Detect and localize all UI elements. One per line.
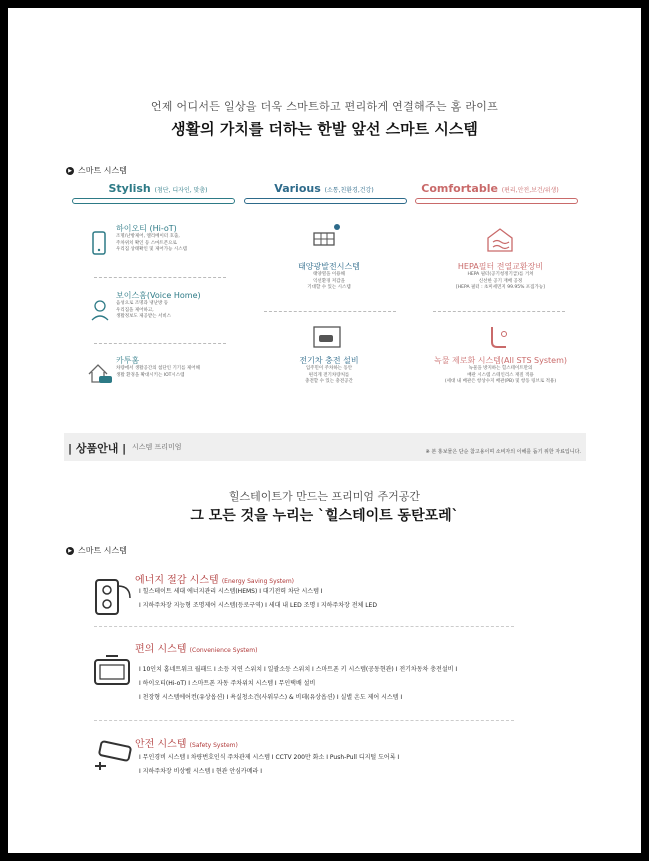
- stylish-divider-2: [94, 343, 226, 344]
- stylish-item-cartohome-title: 카투홈: [116, 356, 140, 365]
- system-safety-title: [135, 735, 238, 750]
- system-convenience-line: I 천장형 시스템에어컨(유상옵션) I 욕실청소건(사워부스) & 비데(유상옵션) I 실별 온도 제어 시스템 I: [139, 694, 403, 701]
- stylish-item-hiot: [116, 223, 236, 254]
- column-comfortable-title: Comfortable: [421, 182, 498, 195]
- stylish-divider-1: [94, 277, 226, 278]
- various-item-ev-title: 전기차 충전 설비: [299, 356, 359, 365]
- system-convenience-line: I 10인치 홈네트워크 월패드 I 소등 지연 스위치 I 일괄소등 스위치 I 스마트폰 키 시스템(공동현관) I 전기차동차 충전설비 I: [139, 666, 458, 673]
- system-safety-title-en: (Safety System): [189, 742, 238, 749]
- system-safety-line: I 지하주차장 비상벨 시스템 I 현관 안심카메라 I: [139, 768, 262, 775]
- column-stylish-title: Stylish: [108, 182, 151, 195]
- column-various-sub: (소통,친환경,건강): [324, 187, 374, 194]
- system-energy-title-en: (Energy Saving System): [221, 578, 295, 585]
- stylish-item-voicehome-title: 보이스홈(Voice Home): [116, 291, 201, 300]
- smartphone-icon: [88, 230, 110, 258]
- play-bullet-icon: ▶: [66, 167, 74, 175]
- system-convenience-title-text: 편의 시스템: [135, 644, 187, 655]
- car-home-icon: [86, 360, 114, 386]
- comfortable-item-sts-desc: 녹물을 방지하는 힐스테이트만의 배관 시스템 스테인리스 재질 적용 (세대 내 배관은 항상수지 배관(PB) 및 항동 링브로 적용): [444, 366, 557, 384]
- product-note: ※ 본 홍보물은 단순 참고용이며 소비자의 이해를 돕기 위한 자료입니다.: [425, 449, 581, 455]
- system-convenience-title: [135, 640, 258, 655]
- water-pipe-icon: [486, 324, 512, 350]
- system-energy-title-text: 에너지 절감 시스템: [135, 575, 219, 586]
- brochure-page: [8, 8, 641, 853]
- stylish-item-hiot-desc: 조명/난방제어, 엘리베이터 호출, 주차위치 확인 등 스마트폰으로 우리집 상태확인 및 제어가능 시스템: [116, 234, 187, 252]
- stylish-item-cartohome: [116, 355, 236, 379]
- various-item-solar-desc: 태양열을 이용해 익선환경 저감을 기대할 수 있는 시스템: [307, 272, 351, 290]
- wallpad-monitor-icon: [92, 654, 134, 690]
- ev-charger-icon: [312, 324, 342, 350]
- system-safety-title-text: 안전 시스템: [135, 739, 187, 750]
- smart-section-text: 스마트 시스템: [78, 166, 127, 175]
- various-divider: [264, 311, 396, 312]
- system-energy-line: I 힐스테이트 세대 에너지관리 시스템(HEMS) I 대기전력 차단 시스템 I: [139, 588, 323, 595]
- premium-headline: 그 모든 것을 누리는 `힐스테이트 동탄포레`: [190, 508, 459, 524]
- smart-section-label: [66, 165, 127, 176]
- system-safety-lines: [139, 751, 399, 779]
- comfortable-item-hepa: [428, 261, 573, 292]
- comfortable-item-hepa-desc: HEPA 필터(공기청정기급)를 거쳐 신선한 공기 재배 공정 [HEPA 필터 : 초미세먼지 99.95% 포집가능]: [456, 272, 545, 290]
- comfortable-item-sts: [418, 355, 583, 386]
- various-item-solar-title: 태양광발전시스템: [298, 262, 360, 271]
- system-energy-title: [135, 571, 294, 586]
- various-item-ev: [264, 355, 394, 386]
- voice-icon: [88, 296, 112, 324]
- comfortable-item-hepa-title: HEPA필터 전열교환장비: [457, 262, 544, 271]
- column-stylish-bar: [72, 198, 235, 204]
- column-various: [244, 182, 404, 195]
- stylish-item-cartohome-desc: 차량에서 생활공간의 첨단인 기기를 제어해 생활 환경을 확대시키는 IOT시스템: [116, 366, 200, 378]
- column-stylish: [78, 182, 238, 195]
- system-divider-2: [94, 720, 514, 721]
- comfortable-item-sts-title: 녹물 제로화 시스템(All STS System): [433, 356, 568, 365]
- various-item-ev-desc: 입주민이 주차하는 동안 편리게 전기차량처를 충전할 수 있는 충전공간: [305, 366, 353, 384]
- system-convenience-line: I 하이오티(Hi-oT) I 스마트폰 자동 주차위치 시스템 I 무인택배 설비: [139, 680, 316, 687]
- column-comfortable-sub: (편리,안전,보건/위생): [501, 187, 559, 194]
- intro-headline: 생활의 가치를 더하는 한발 앞선 스마트 시스템: [171, 120, 478, 138]
- play-bullet-icon: ▶: [66, 547, 74, 555]
- system-safety-line: I 무인경비 시스템 I 차량번호인식 주차관제 시스템 I CCTV 200만 화소 I Push-Pull 디지털 도어록 I: [139, 754, 400, 761]
- various-item-solar: [264, 261, 394, 292]
- intro-tagline: 언제 어디서든 일상을 더욱 스마트하고 편리하게 연결해주는 홈 라이프: [150, 100, 499, 113]
- stylish-item-voicehome: [116, 290, 236, 321]
- premium-tagline: 힐스테이트가 만드는 프리미엄 주거공간: [228, 490, 421, 503]
- solar-panel-icon: [311, 221, 343, 253]
- system-energy-line: I 지하주차장 지능형 조명제어 시스템(등로구역) I 세대 내 LED 조명 I 지하주차장 전체 LED: [139, 602, 377, 609]
- system-convenience-title-en: (Convenience System): [189, 647, 258, 654]
- cctv-camera-icon: [92, 736, 138, 772]
- stylish-item-voicehome-desc: 음성으로 조명과 냉난방 등 우리집을 제어하고, 생활정보도 제공받는 서비스: [116, 301, 172, 319]
- system-convenience-lines: [139, 663, 457, 705]
- product-subtitle: 시스템 프리미엄: [132, 443, 182, 451]
- column-various-title: Various: [274, 182, 321, 195]
- column-various-bar: [244, 198, 407, 204]
- column-comfortable: [410, 182, 570, 195]
- power-strip-icon: [92, 574, 134, 618]
- smart-section-text-2: 스마트 시스템: [78, 546, 127, 555]
- stylish-item-hiot-title: 하이오티 (Hi-oT): [116, 224, 177, 233]
- system-energy-lines: [139, 585, 377, 613]
- system-divider-1: [94, 626, 514, 627]
- column-stylish-sub: (첨단, 디자인, 맞춤): [154, 187, 208, 194]
- smart-section-label-2: [66, 545, 127, 556]
- product-title: | 상품안내 |: [68, 442, 127, 455]
- comfortable-divider: [433, 311, 565, 312]
- air-filter-icon: [484, 226, 516, 254]
- column-comfortable-bar: [415, 198, 578, 204]
